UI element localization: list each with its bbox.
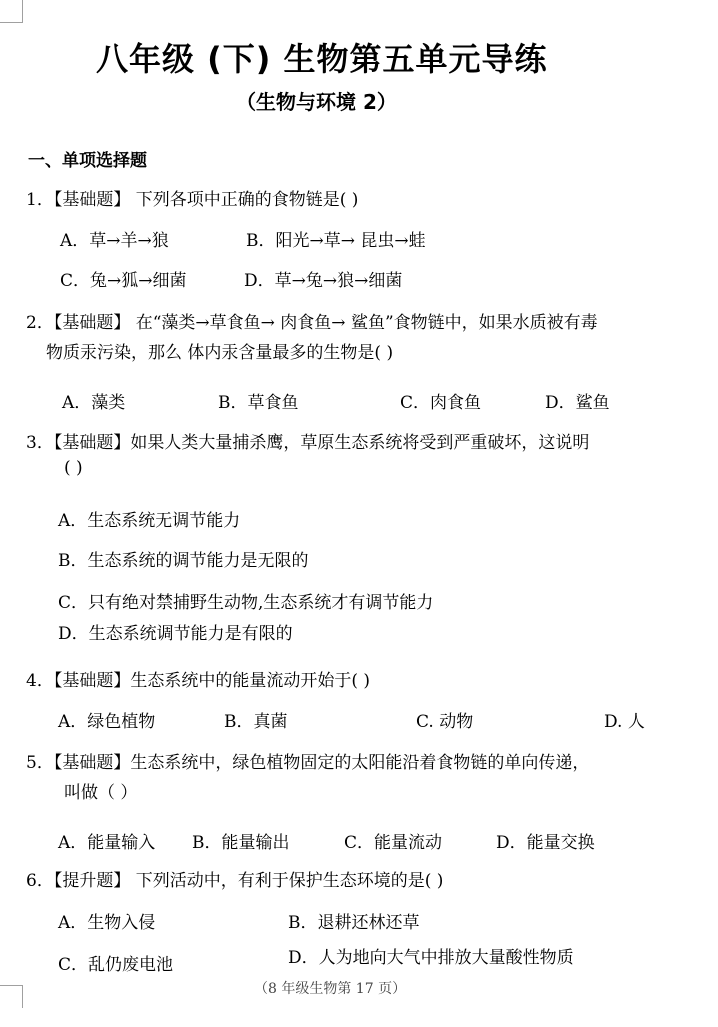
question-5-option-d: D．能量交换 [496, 833, 595, 853]
page-subtitle: （生物与环境 2） [236, 90, 397, 114]
question-3-option-c: C．只有绝对禁捕野生动物,生态系统才有调节能力 [58, 593, 434, 613]
question-1-option-d: D．草→兔→狼→细菌 [244, 271, 403, 291]
question-4-option-d: D. 人 [604, 712, 645, 732]
question-1-option-a: A．草→羊→狼 [60, 231, 169, 251]
page-footer: （8 年级生物第 17 页） [254, 981, 407, 997]
question-6-option-a: A．生物入侵 [58, 913, 156, 933]
question-5-stem-cont: 叫做（ ） [64, 783, 138, 803]
question-2-stem: 2．【基础题】 在“藻类→草食鱼→ 肉食鱼→ 鲨鱼”食物链中，如果水质被有毒 [26, 313, 598, 333]
section-heading: 一、单项选择题 [28, 151, 147, 171]
question-3-option-b: B．生态系统的调节能力是无限的 [58, 551, 309, 571]
question-3-option-d: D．生态系统调节能力是有限的 [58, 624, 293, 644]
question-4-option-a: A．绿色植物 [58, 712, 156, 732]
question-4-option-b: B．真菌 [224, 712, 288, 732]
question-2-option-b: B．草食鱼 [218, 393, 299, 413]
question-1-stem: 1．【基础题】 下列各项中正确的食物链是( ) [26, 190, 359, 210]
question-2-option-d: D．鲨鱼 [545, 393, 610, 413]
question-2-option-a: A．藻类 [62, 393, 126, 413]
question-1-option-c: C．兔→狐→细菌 [60, 271, 187, 291]
question-6-option-d: D．人为地向大气中排放大量酸性物质 [288, 948, 574, 968]
corner-mark-bottom-left [0, 985, 23, 1008]
question-6-option-c: C．乱仍废电池 [58, 955, 174, 975]
question-5-option-b: B．能量输出 [192, 833, 290, 853]
question-5-option-a: A．能量输入 [58, 833, 156, 853]
question-4-stem: 4．【基础题】生态系统中的能量流动开始于( ) [26, 671, 370, 691]
question-5-option-c: C．能量流动 [344, 833, 443, 853]
question-1-option-b: B．阳光→草→ 昆虫→蛙 [246, 231, 426, 251]
question-5-stem: 5．【基础题】生态系统中，绿色植物固定的太阳能沿着食物链的单向传递， [26, 753, 590, 773]
question-3-option-a: A．生态系统无调节能力 [58, 511, 241, 531]
corner-mark-top-left [0, 0, 23, 23]
page-title: 八年级 (下) 生物第五单元导练 [96, 40, 548, 78]
question-4-option-c: C. 动物 [416, 712, 474, 732]
question-6-option-b: B．退耕还林还草 [288, 913, 420, 933]
question-6-stem: 6．【提升题】 下列活动中，有利于保护生态环境的是( ) [26, 871, 444, 891]
question-3-stem: 3．【基础题】如果人类大量捕杀鹰，草原生态系统将受到严重破坏，这说明 [26, 433, 590, 453]
question-2-option-c: C．肉食鱼 [400, 393, 482, 413]
question-3-stem-cont: ( ) [64, 458, 83, 478]
question-2-stem-cont: 物质汞污染，那么 体内汞含量最多的生物是( ) [46, 343, 394, 363]
